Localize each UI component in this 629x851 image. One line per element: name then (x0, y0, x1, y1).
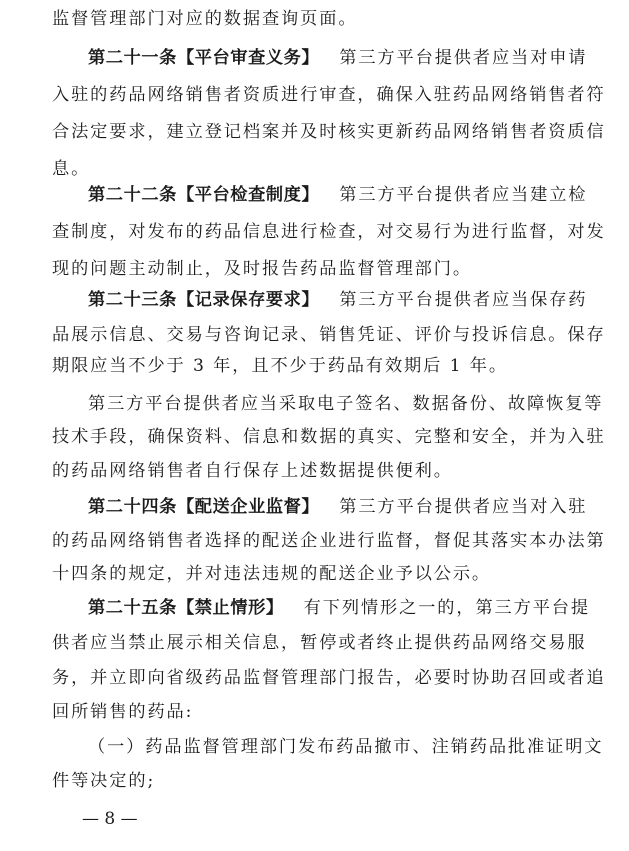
article-25-first-line (88, 597, 590, 619)
article-24-heading: 第二十四条【配送企业监督】 (88, 497, 320, 517)
article-23-paragraph-2: 第三方平台提供者应当采取电子签名、数据备份、故障恢复等 (88, 394, 604, 414)
article-21-line: 息。 (52, 159, 91, 179)
article-23-first-line (88, 289, 587, 311)
article-25-line: 供者应当禁止展示相关信息，暂停或者终止提供药品网络交易服 (52, 633, 587, 653)
article-23-text: 第三方平台提供者应当保存药 (339, 290, 588, 310)
intro-line: 监督管理部门对应的数据查询页面。 (52, 9, 358, 29)
article-21-heading: 第二十一条【平台审查义务】 (88, 48, 320, 68)
page-number: — 8 — (82, 809, 138, 829)
article-24-line: 的药品网络销售者选择的配送企业进行监督，督促其落实本办法第 (52, 531, 606, 551)
article-23-line: 品展示信息、交易与咨询记录、销售凭证、评价与投诉信息。保存 (52, 325, 606, 345)
article-22-line: 现的问题主动制止，及时报告药品监督管理部门。 (52, 259, 472, 279)
article-21-line: 合法定要求，建立登记档案并及时核实更新药品网络销售者资质信 (52, 122, 606, 142)
article-22-heading: 第二十二条【平台检查制度】 (88, 185, 320, 205)
article-21-text: 第三方平台提供者应当对申请 (339, 48, 588, 68)
article-22-line: 查制度，对发布的药品信息进行检查，对交易行为进行监督，对发 (52, 222, 606, 242)
article-25-line: 务，并立即向省级药品监督管理部门报告，必要时协助召回或者追 (52, 668, 606, 688)
article-22-text: 第三方平台提供者应当建立检 (339, 185, 588, 205)
article-24-first-line (88, 496, 587, 518)
article-25-line: 回所销售的药品: (52, 702, 194, 722)
article-24-text: 第三方平台提供者应当对入驻 (339, 497, 588, 517)
article-25-text: 有下列情形之一的，第三方平台提 (303, 598, 590, 618)
article-24-line: 十四条的规定，并对违法违规的配送企业予以公示。 (52, 564, 492, 584)
article-25-line: 件等决定的; (52, 771, 156, 791)
article-23-line: 技术手段，确保资料、信息和数据的真实、完整和安全，并为入驻 (52, 427, 606, 447)
article-21-first-line (88, 47, 587, 69)
article-25-item-1: （一）药品监督管理部门发布药品撤市、注销药品批准证明文 (88, 737, 604, 757)
article-21-line: 入驻的药品网络销售者资质进行审查，确保入驻药品网络销售者符 (52, 85, 606, 105)
article-23-heading: 第二十三条【记录保存要求】 (88, 290, 320, 310)
article-23-line: 期限应当不少于 3 年，且不少于药品有效期后 1 年。 (52, 356, 508, 376)
article-25-heading: 第二十五条【禁止情形】 (88, 598, 284, 618)
article-23-line: 的药品网络销售者自行保存上述数据提供便利。 (52, 461, 453, 481)
article-22-first-line (88, 184, 587, 206)
